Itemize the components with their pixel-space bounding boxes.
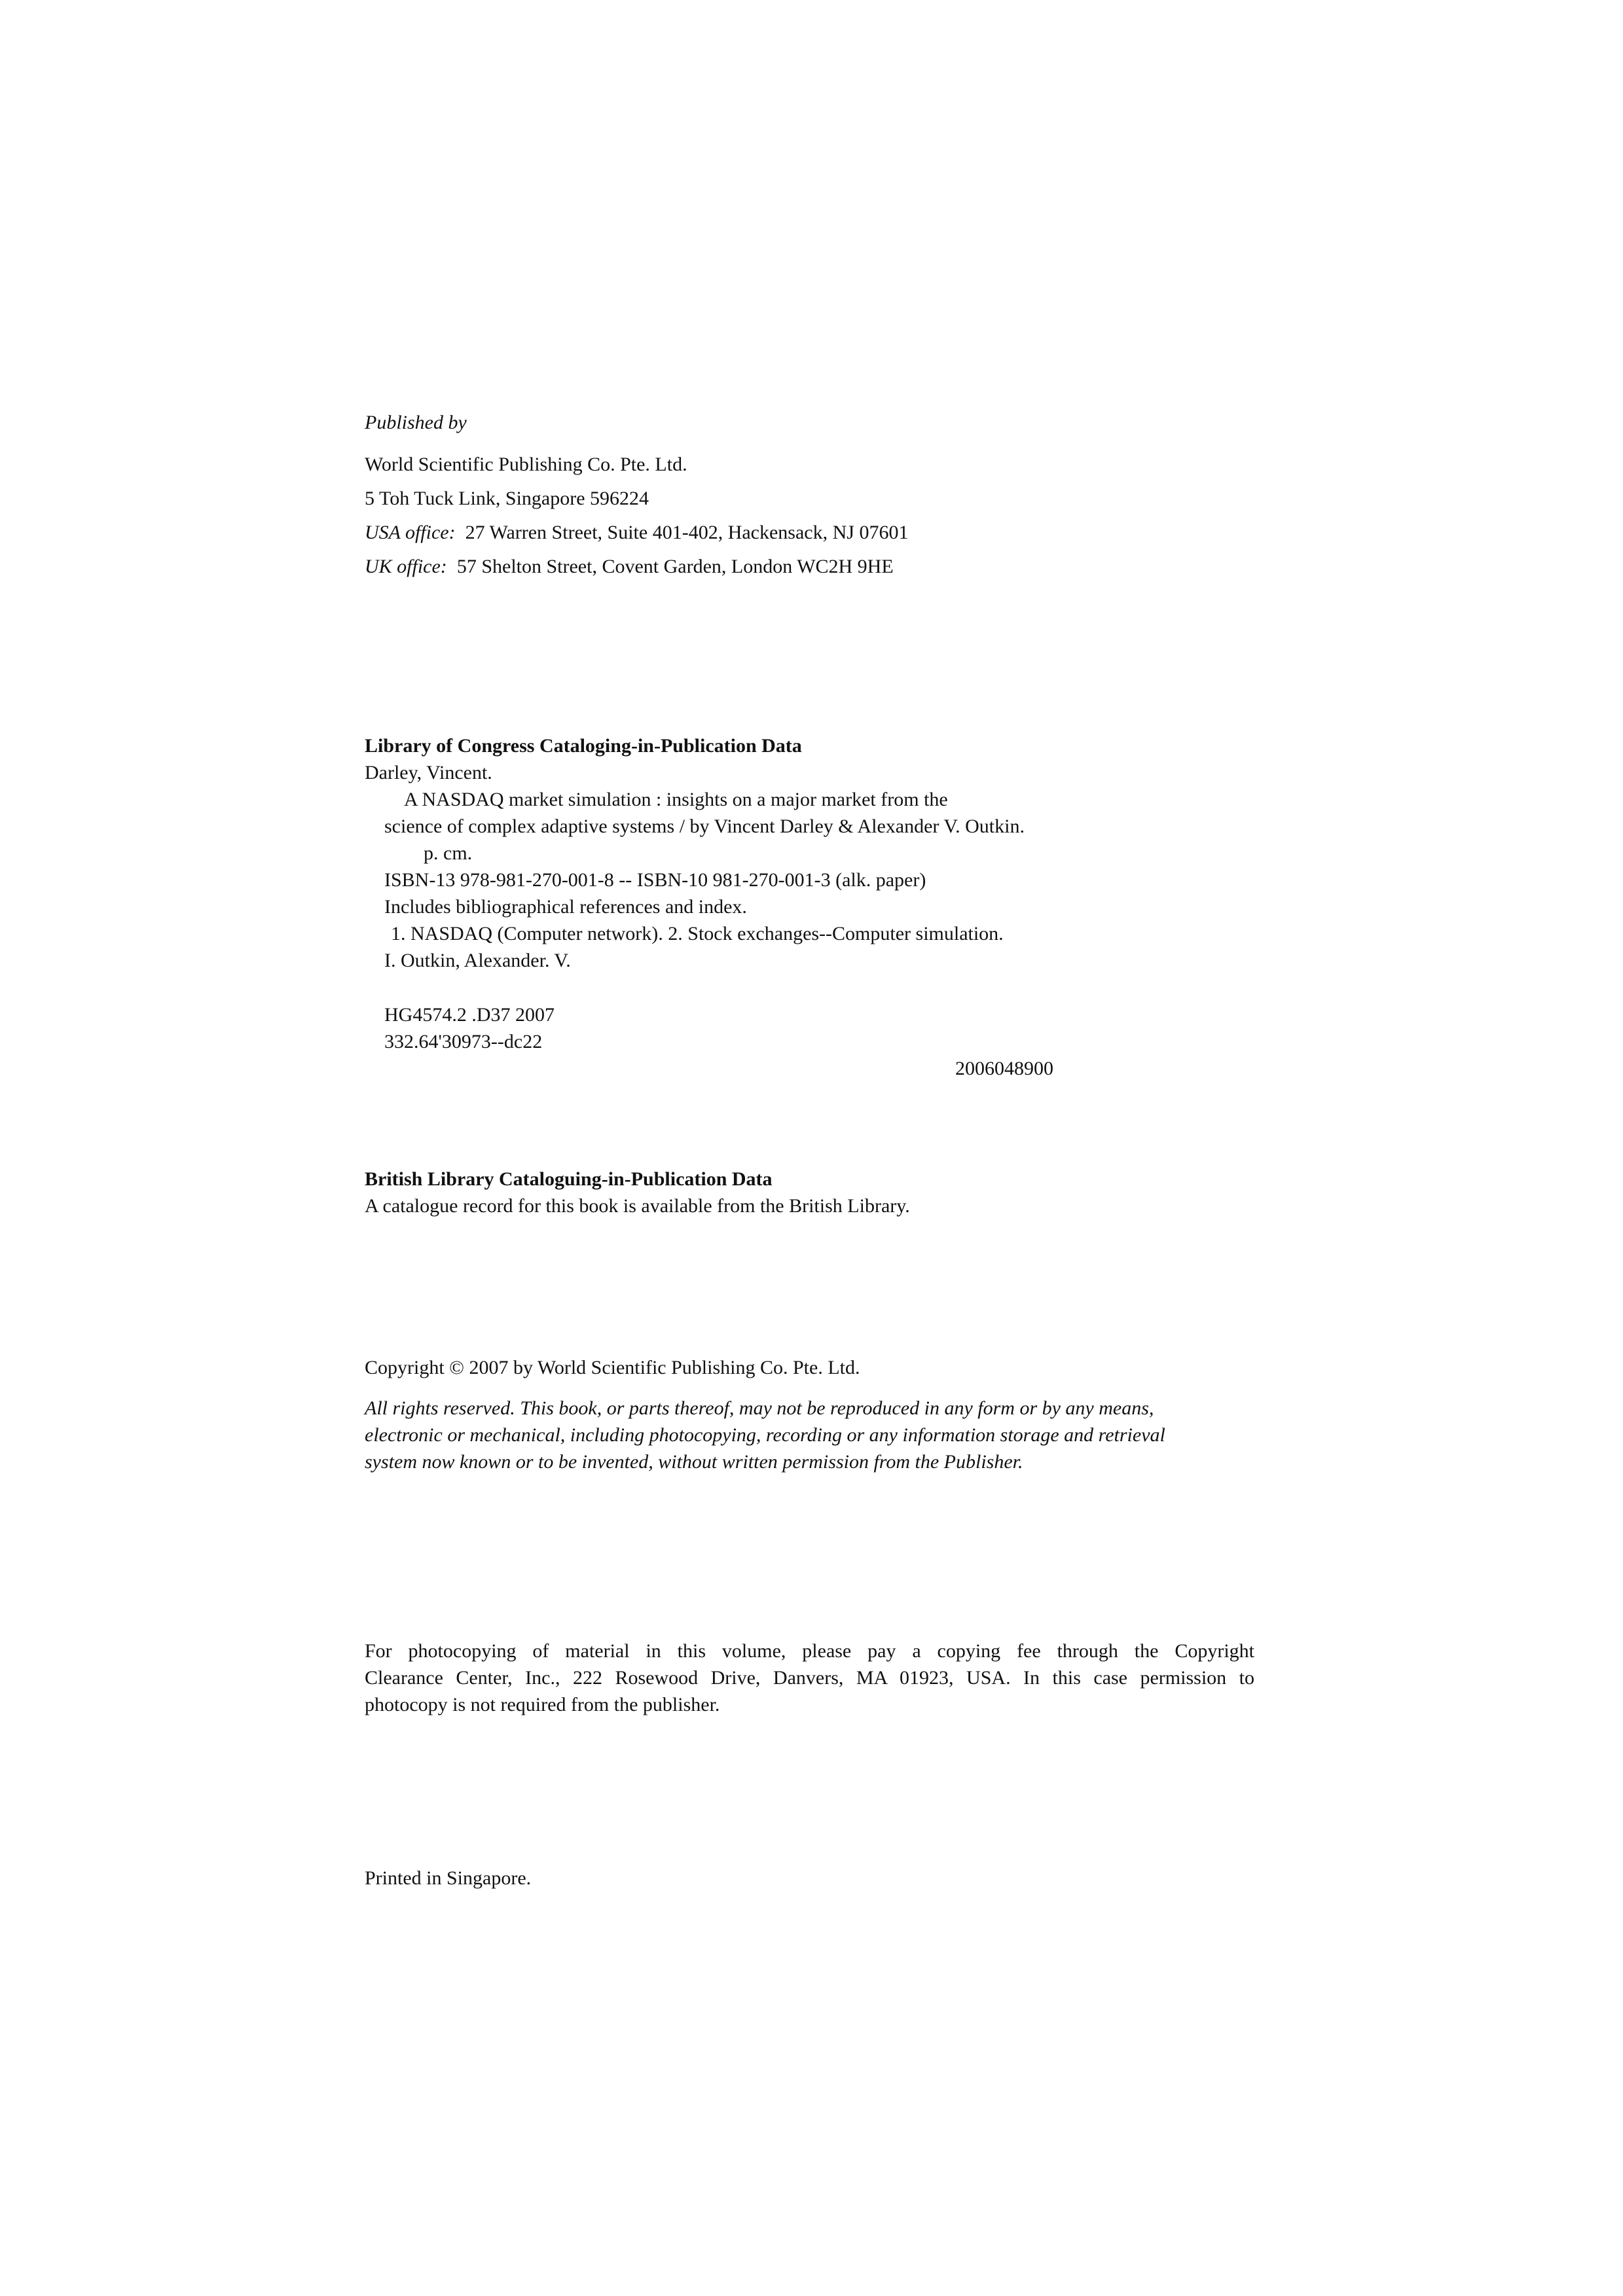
publisher-name: World Scientific Publishing Co. Pte. Ltd. — [365, 454, 687, 475]
usa-office-label: USA office: — [365, 522, 456, 543]
loc-dewey: 332.64'30973--dc22 — [384, 1031, 543, 1052]
usa-office — [365, 521, 908, 545]
rights-line: All rights reserved. This book, or parts thereof, may not be reproduced in any form or by any means, — [365, 1397, 1154, 1419]
rights-line: electronic or mechanical, including photocopying, recording or any information storage and retrieval — [365, 1424, 1165, 1446]
publisher-address: 5 Toh Tuck Link, Singapore 596224 — [365, 488, 649, 509]
loc-heading: Library of Congress Cataloging-in-Publication Data — [365, 735, 802, 757]
bl-text: A catalogue record for this book is available from the British Library. — [365, 1195, 910, 1217]
loc-line: science of complex adaptive systems / by Vincent Darley & Alexander V. Outkin. — [384, 816, 1025, 837]
loc-lccn: 2006048900 — [955, 1058, 1053, 1079]
copyright-line: Copyright © 2007 by World Scientific Publishing Co. Pte. Ltd. — [365, 1357, 860, 1378]
usa-office-address: 27 Warren Street, Suite 401-402, Hackensack, NJ 07601 — [465, 522, 909, 543]
uk-office-address: 57 Shelton Street, Covent Garden, London WC2H 9HE — [456, 556, 894, 577]
photocopy-line: For photocopying of material in this volume, please pay a copying fee through the Copyright — [365, 1640, 1254, 1662]
loc-line: Darley, Vincent. — [365, 762, 492, 783]
loc-line: ISBN-13 978-981-270-001-8 -- ISBN-10 981-270-001-3 (alk. paper) — [384, 869, 926, 891]
published-by-label: Published by — [365, 412, 467, 433]
loc-line: 1. NASDAQ (Computer network). 2. Stock exchanges--Computer simulation. — [391, 923, 1004, 944]
uk-office — [365, 555, 894, 579]
loc-line: p. cm. — [424, 842, 473, 864]
printed-in: Printed in Singapore. — [365, 1867, 532, 1889]
photocopy-line: photocopy is not required from the publisher. — [365, 1694, 720, 1715]
loc-call-number: HG4574.2 .D37 2007 — [384, 1004, 555, 1026]
loc-line: Includes bibliographical references and index. — [384, 896, 747, 918]
bl-heading: British Library Cataloguing-in-Publication Data — [365, 1168, 773, 1190]
photocopy-line: Clearance Center, Inc., 222 Rosewood Drive, Danvers, MA 01923, USA. In this case permission to — [365, 1667, 1254, 1689]
loc-line: A NASDAQ market simulation : insights on a major market from the — [404, 789, 948, 810]
loc-line: I. Outkin, Alexander. V. — [384, 950, 571, 971]
uk-office-label: UK office: — [365, 556, 447, 577]
rights-line: system now known or to be invented, without written permission from the Publisher. — [365, 1451, 1023, 1473]
